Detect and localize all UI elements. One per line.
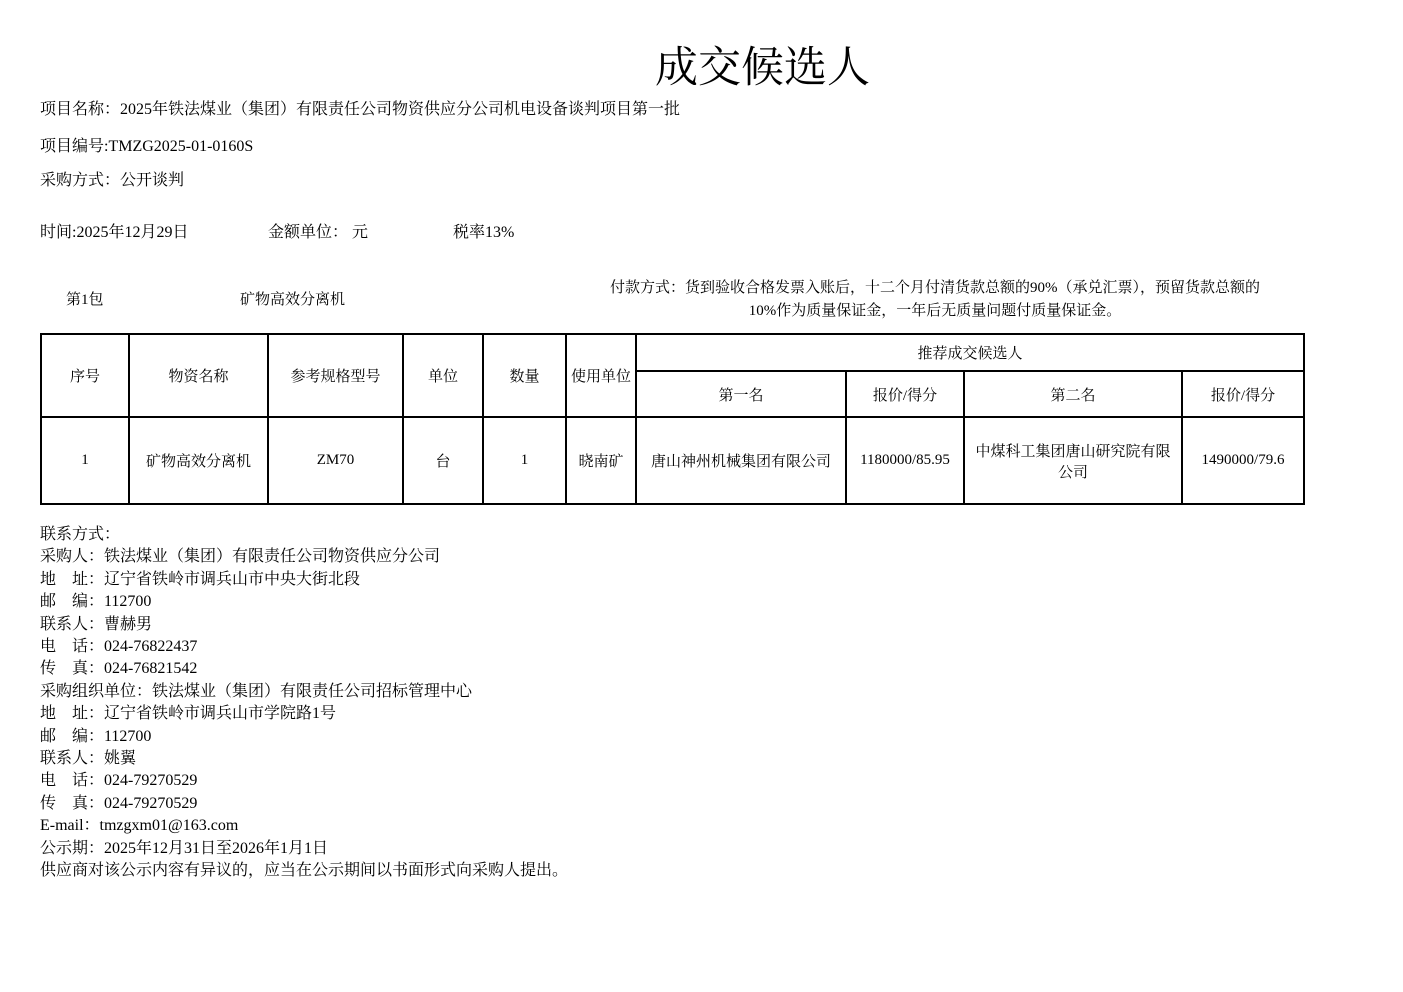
col-header-second-place: 第二名 — [964, 371, 1182, 417]
organizer-contact-person-line: 联系人：姚翼 — [40, 750, 137, 768]
purchaser-contact-person-line: 联系人：曹赫男 — [40, 615, 153, 633]
purchaser-address-line: 地 址：辽宁省铁岭市调兵山市中央大街北段 — [40, 570, 361, 588]
cell-seq: 1 — [41, 417, 129, 504]
winners-table — [40, 333, 1305, 505]
col-header-recommended-candidates: 推荐成交候选人 — [636, 334, 1304, 371]
package-name: 矿物高效分离机 — [240, 292, 346, 308]
organizer-address-line: 地 址：辽宁省铁岭市调兵山市学院路1号 — [40, 705, 337, 723]
organizer-postcode-line: 邮 编：112700 — [40, 727, 152, 745]
col-header-first-place: 第一名 — [636, 371, 846, 417]
organizer-email-line: E-mail：tmzgxm01@163.com — [40, 817, 239, 835]
purchaser-line: 采购人：铁法煤业（集团）有限责任公司物资供应分公司 — [40, 548, 441, 566]
project-name-line: 项目名称：2025年铁法煤业（集团）有限责任公司物资供应分公司机电设备谈判项目第一批 — [40, 101, 681, 118]
cell-spec-model: ZM70 — [268, 417, 403, 504]
publicity-period-line: 公示期：2025年12月31日至2026年1月1日 — [40, 839, 329, 857]
organizer-line: 采购组织单位：铁法煤业（集团）有限责任公司招标管理中心 — [40, 682, 473, 700]
table-row — [41, 417, 1304, 504]
cell-first-place: 唐山神州机械集团有限公司 — [636, 417, 846, 504]
payment-terms — [573, 277, 1297, 323]
objection-notice-line: 供应商对该公示内容有异议的，应当在公示期间以书面形式向采购人提出。 — [40, 862, 569, 880]
amount-unit-label: 金额单位： 元 — [268, 224, 369, 241]
organizer-fax-line: 传 真：024-79270529 — [40, 794, 198, 812]
col-header-first-price-score: 报价/得分 — [846, 371, 964, 417]
payment-terms-line1: 付款方式：货到验收合格发票入账后，十二个月付清货款总额的90%（承兑汇票），预留货款总额的 — [610, 280, 1260, 296]
payment-terms-line2: 10%作为质量保证金，一年后无质量问题付质量保证金。 — [748, 303, 1122, 319]
col-header-user-unit: 使用单位 — [566, 334, 636, 417]
project-number-line: 项目编号:TMZG2025-01-0160S — [40, 138, 254, 155]
cell-user-unit: 晓南矿 — [566, 417, 636, 504]
col-header-seq: 序号 — [41, 334, 129, 417]
cell-second-place: 中煤科工集团唐山研究院有限公司 — [964, 417, 1182, 504]
cell-quantity: 1 — [483, 417, 566, 504]
purchaser-fax-line: 传 真：024-76821542 — [40, 660, 198, 678]
col-header-spec-model: 参考规格型号 — [268, 334, 403, 417]
col-header-material-name: 物资名称 — [129, 334, 268, 417]
package-number: 第1包 — [66, 292, 104, 308]
time-label: 时间:2025年12月29日 — [40, 224, 189, 241]
cell-first-price-score: 1180000/85.95 — [846, 417, 964, 504]
tax-rate-label: 税率13% — [453, 224, 515, 241]
col-header-unit: 单位 — [403, 334, 483, 417]
procurement-method-line: 采购方式：公开谈判 — [40, 172, 185, 189]
cell-second-price-score: 1490000/79.6 — [1182, 417, 1304, 504]
time-amount-tax-row — [40, 219, 740, 241]
contact-section — [40, 524, 1360, 883]
organizer-phone-line: 电 话：024-79270529 — [40, 772, 198, 790]
cell-material-name: 矿物高效分离机 — [129, 417, 268, 504]
purchaser-phone-line: 电 话：024-76822437 — [40, 638, 198, 656]
col-header-second-price-score: 报价/得分 — [1182, 371, 1304, 417]
purchaser-postcode-line: 邮 编：112700 — [40, 593, 152, 611]
cell-unit: 台 — [403, 417, 483, 504]
contact-title: 联系方式： — [40, 526, 121, 543]
col-header-quantity: 数量 — [483, 334, 566, 417]
document-title: 成交候选人 — [655, 45, 870, 92]
